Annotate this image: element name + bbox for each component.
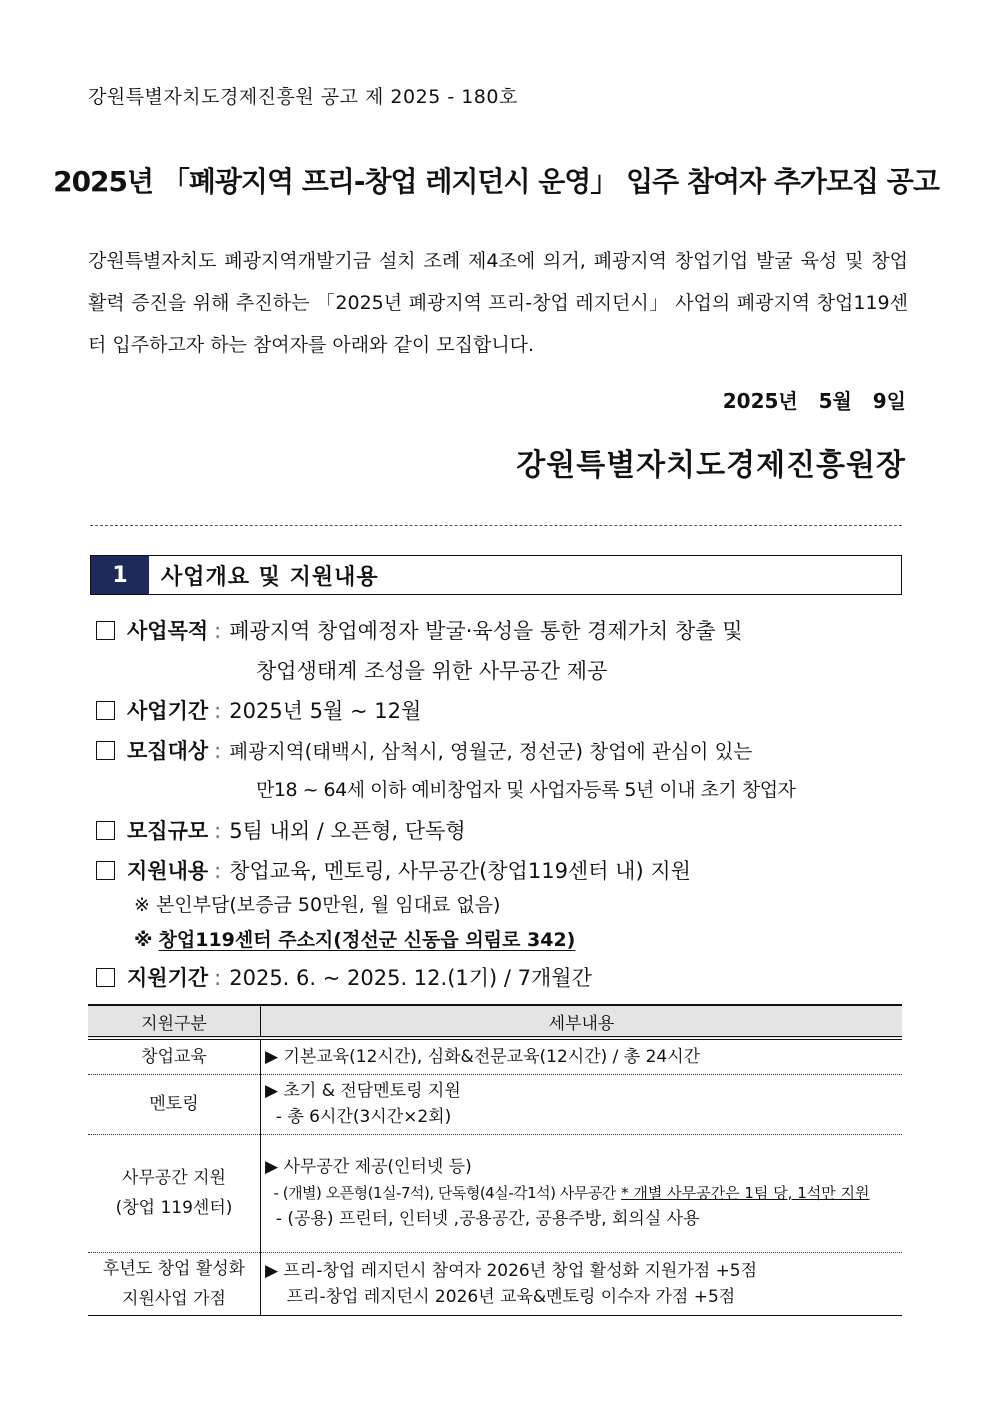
item-value: 2025. 6. ~ 2025. 12.(1기) / 7개월간 [229,966,592,990]
dashed-divider [90,525,902,526]
item-value: 폐광지역 창업예정자 발굴·육성을 통한 경제가치 창출 및 [229,619,743,643]
item-scale: 모집규모 : 5팀 내외 / 오픈형, 단독형 [96,815,466,845]
note-mark: ※ [134,929,153,951]
item-value: 폐광지역(태백시, 삼척시, 영월군, 정선군) 창업에 관심이 있는 [229,740,753,763]
issuing-organization: 강원특별자치도경제진흥원장 [516,448,906,483]
item-label: 모집대상 [127,738,209,763]
item-target-cont: 만18 ~ 64세 이하 예비창업자 및 사업자등록 5년 이내 초기 창업자 [256,779,796,801]
item-period: 사업기간 : 2025년 5월 ~ 12월 [96,695,421,725]
notice-date: 2025년 5월 9일 [722,389,906,413]
item-label: 모집규모 [127,818,209,843]
table-row [88,1038,902,1074]
page-title: 2025년 「폐광지역 프리-창업 레지던시 운영」 입주 참여자 추가모집 공고 [53,165,939,198]
note-deposit: ※ 본인부담(보증금 50만원, 월 임대료 없음) [134,894,501,916]
row-detail: ▶ 프리-창업 레지던시 참여자 2026년 창업 활성화 지원가점 +5점 프리-창업 레지던시 2026년 교육&멘토링 이수자 가점 +5점 [261,1252,903,1315]
checkbox-icon [96,621,115,640]
row-detail: ▶ 기본교육(12시간), 심화&전문교육(12시간) / 총 24시간 [261,1038,903,1074]
item-target: 모집대상 : 폐광지역(태백시, 삼척시, 영월군, 정선군) 창업에 관심이 있는 [96,735,752,765]
item-value: 창업교육, 멘토링, 사무공간(창업119센터 내) 지원 [229,859,691,883]
section-header [90,555,902,595]
table-row [88,1252,902,1315]
table-row [88,1074,902,1134]
row-category: 창업교육 [88,1038,261,1074]
item-purpose-cont: 창업생태계 조성을 위한 사무공간 제공 [256,659,608,683]
table-row [88,1134,902,1252]
checkbox-icon [96,968,115,987]
item-value: 5팀 내외 / 오픈형, 단독형 [229,819,466,843]
note-address [134,925,575,952]
column-header: 세부내용 [261,1005,903,1038]
support-table [88,1004,902,1316]
item-value: 2025년 5월 ~ 12월 [229,699,422,723]
item-support: 지원내용 : 창업교육, 멘토링, 사무공간(창업119센터 내) 지원 [96,855,691,885]
item-purpose: 사업목적 : 폐광지역 창업예정자 발굴·육성을 통한 경제가치 창출 및 [96,615,743,645]
row-category: 후년도 창업 활성화 지원사업 가점 [88,1252,261,1315]
checkbox-icon [96,701,115,720]
row-category: 사무공간 지원 (창업 119센터) [88,1134,261,1252]
section-title: 사업개요 및 지원내용 [161,564,379,590]
row-detail: ▶ 사무공간 제공(인터넷 등) - (개별) 오픈형(1실-7석), 단독형(4실-각1석) 사무공간 * 개별 사무공간은 1팀 당, 1석만 지원 - (공용) 프린터, 인터넷 ,공용공간, 공용주방, 회의실 사용 [261,1134,903,1252]
row-category: 멘토링 [88,1074,261,1134]
item-label: 사업기간 [127,698,209,723]
column-header: 지원구분 [88,1005,261,1038]
note-address-text: 창업119센터 주소지(정선군 신동읍 의림로 342) [158,929,576,951]
item-label: 지원내용 [127,858,209,883]
row-detail: ▶ 초기 & 전담멘토링 지원 - 총 6시간(3시간×2회) [261,1074,903,1134]
checkbox-icon [96,741,115,760]
section-number: 1 [91,556,149,594]
table-header-row [88,1005,902,1038]
office-note: * 개별 사무공간은 1팀 당, 1석만 지원 [621,1184,870,1202]
item-label: 지원기간 [127,965,209,990]
item-label: 사업목적 [127,618,209,643]
item-duration: 지원기간 : 2025. 6. ~ 2025. 12.(1기) / 7개월간 [96,962,592,992]
intro-paragraph: 강원특별자치도 폐광지역개발기금 설치 조례 제4조에 의거, 폐광지역 창업기업 발굴 육성 및 창업 활력 증진을 위해 추진하는 「2025년 폐광지역 프리-창업 레지던시」 사업의 폐광지역 창업119센터 입주하고자 하는 참여자를 아래와 같이 모집합니다. [88,250,908,356]
checkbox-icon [96,861,115,880]
notice-number: 강원특별자치도경제진흥원 공고 제 2025 - 180호 [88,86,518,108]
checkbox-icon [96,821,115,840]
